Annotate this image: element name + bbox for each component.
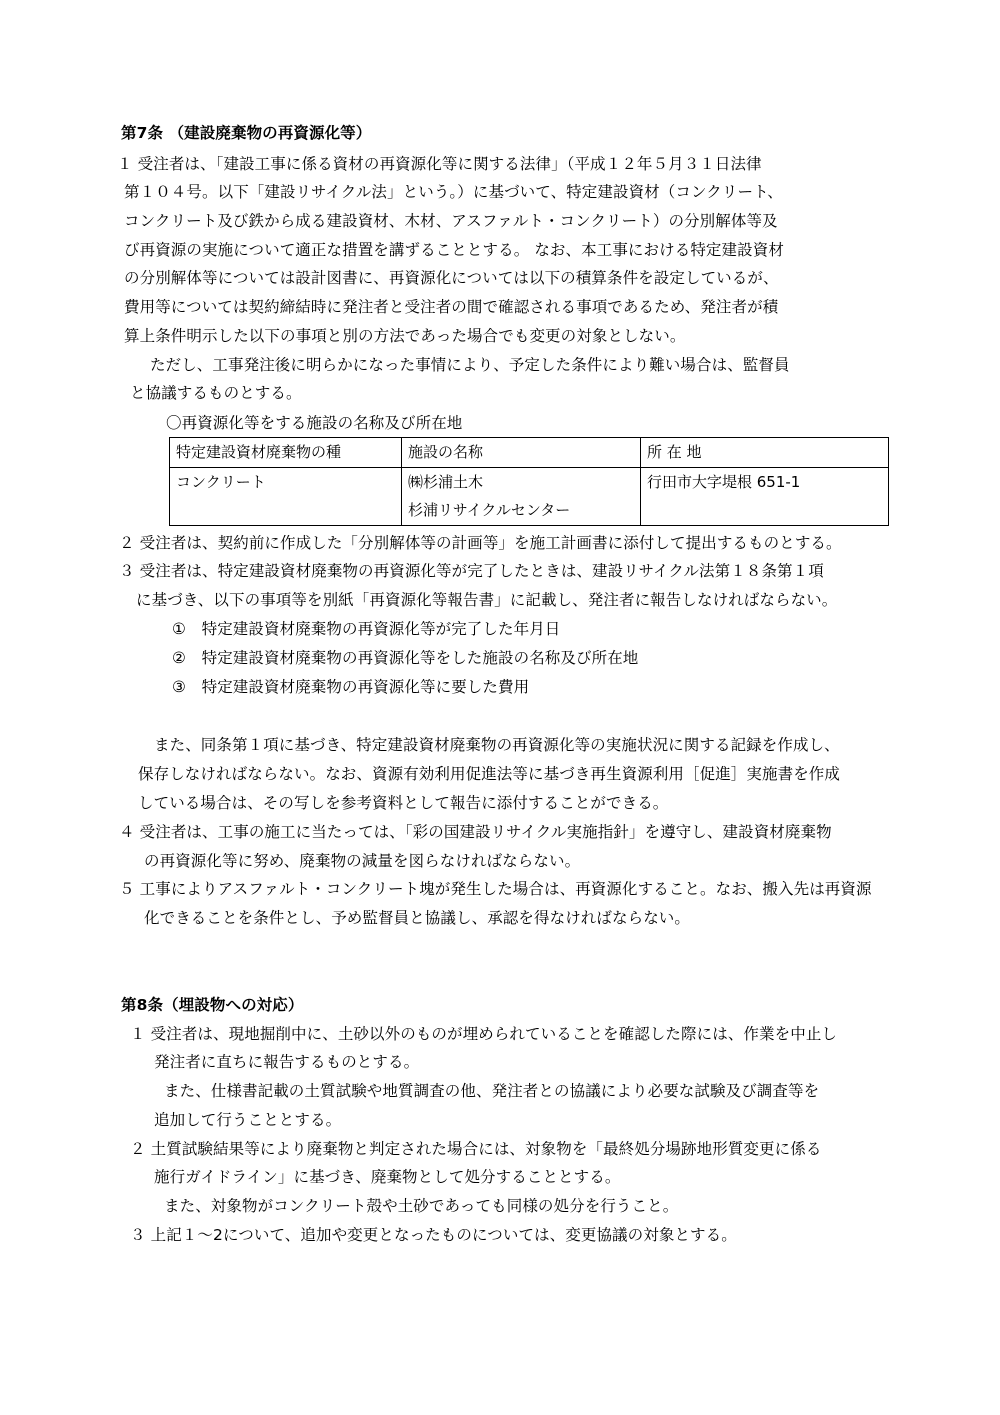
table-header-row bbox=[170, 438, 889, 468]
cell-address: 行田市大字堤根 651-1 bbox=[641, 468, 889, 526]
article7-item2: ② 特定建設資材廃棄物の再資源化等をした施設の名称及び所在地 bbox=[172, 649, 639, 667]
article8-p2-line2: 施行ガイドライン」に基づき、廃棄物として処分することとする。 bbox=[154, 1168, 621, 1186]
article7-p4-line2: の再資源化等に努め、廃棄物の減量を図らなければならない。 bbox=[144, 852, 581, 870]
article7-p1-line3: コンクリート及び鉄から成る建設資材、木材、アスファルト・コンクリート）の分別解体等及 bbox=[124, 212, 778, 230]
header-address: 所 在 地 bbox=[641, 438, 889, 468]
article8-p3: ３ 上記１～2について、追加や変更となったものについては、変更協議の対象とする。 bbox=[130, 1226, 737, 1244]
article7-p1-line9: と協議するものとする。 bbox=[130, 384, 302, 402]
article7-p1-line2: 第１０４号。以下「建設リサイクル法」という。）に基づいて、特定建設資材（コンクリート、 bbox=[124, 183, 783, 201]
article7-p1-line1: １ 受注者は、「建設工事に係る資材の再資源化等に関する法律」（平成１２年５月３１日法律 bbox=[117, 155, 762, 173]
article8-p1-line2: 発注者に直ちに報告するものとする。 bbox=[154, 1053, 420, 1071]
facility-table bbox=[169, 437, 889, 526]
article7-p2: ２ 受注者は、契約前に作成した「分別解体等の計画等」を施工計画書に添付して提出するものとする。 bbox=[119, 534, 842, 552]
article7-title: 第7条 （建設廃棄物の再資源化等） bbox=[121, 124, 372, 142]
header-facility: 施設の名称 bbox=[402, 438, 641, 468]
cell-material: コンクリート bbox=[170, 468, 402, 526]
table-caption: 〇再資源化等をする施設の名称及び所在地 bbox=[166, 414, 463, 432]
article7-p1-line4: び再資源の実施について適正な措置を講ずることとする。 なお、本工事における特定建設資材 bbox=[124, 241, 784, 259]
table-row bbox=[170, 468, 889, 526]
article7-p3-line1: ３ 受注者は、特定建設資材廃棄物の再資源化等が完了したときは、建設リサイクル法第１８条第１項 bbox=[119, 562, 824, 580]
article7-p4-line1: ４ 受注者は、工事の施工に当たっては、「彩の国建設リサイクル実施指針」を遵守し、建設資材廃棄物 bbox=[119, 823, 832, 841]
cell-facility bbox=[402, 468, 641, 526]
facility-company: ㈱杉浦土木 bbox=[408, 473, 484, 491]
article8-title: 第8条（埋設物への対応） bbox=[121, 996, 304, 1014]
article7-p5-line1: ５ 工事によりアスファルト・コンクリート塊が発生した場合は、再資源化すること。なお、搬入先は再資源 bbox=[119, 880, 872, 898]
article7-p3-line2: に基づき、以下の事項等を別紙「再資源化等報告書」に記載し、発注者に報告しなければならない。 bbox=[136, 591, 838, 609]
article8-p1-line4: 追加して行うこととする。 bbox=[154, 1111, 342, 1129]
article7-item3: ③ 特定建設資材廃棄物の再資源化等に要した費用 bbox=[172, 678, 530, 696]
article7-item1: ① 特定建設資材廃棄物の再資源化等が完了した年月日 bbox=[172, 620, 561, 638]
article7-p1-line7: 算上条件明示した以下の事項と別の方法であった場合でも変更の対象としない。 bbox=[124, 327, 686, 345]
article7-p1-line5: の分別解体等については設計図書に、再資源化については以下の積算条件を設定しているが、 bbox=[124, 269, 779, 287]
article8-p2-line3: また、対象物がコンクリート殻や土砂であっても同様の処分を行うこと。 bbox=[164, 1197, 679, 1215]
article7-p1-line6: 費用等については契約締結時に発注者と受注者の間で確認される事項であるため、発注者が積 bbox=[124, 298, 779, 316]
article7-note-line1: また、同条第１項に基づき、特定建設資材廃棄物の再資源化等の実施状況に関する記録を作成し、 bbox=[154, 736, 840, 754]
article7-p1-line8: ただし、工事発注後に明らかになった事情により、予定した条件により難い場合は、監督員 bbox=[150, 356, 790, 374]
facility-center: 杉浦リサイクルセンター bbox=[408, 501, 571, 519]
article7-note-line3: している場合は、その写しを参考資料として報告に添付することができる。 bbox=[138, 794, 669, 812]
article8-p2-line1: ２ 土質試験結果等により廃棄物と判定された場合には、対象物を「最終処分場跡地形質変更に係る bbox=[130, 1140, 822, 1158]
article7-note-line2: 保存しなければならない。なお、資源有効利用促進法等に基づき再生資源利用［促進］実施書を作成 bbox=[138, 765, 841, 783]
header-material: 特定建設資材廃棄物の種 bbox=[170, 438, 402, 468]
article8-p1-line1: １ 受注者は、現地掘削中に、土砂以外のものが埋められていることを確認した際には、作業を中止し bbox=[130, 1025, 838, 1043]
article7-p5-line2: 化できることを条件とし、予め監督員と協議し、承認を得なければならない。 bbox=[144, 909, 691, 927]
article8-p1-line3: また、仕様書記載の土質試験や地質調査の他、発注者との協議により必要な試験及び調査等を bbox=[164, 1082, 820, 1100]
